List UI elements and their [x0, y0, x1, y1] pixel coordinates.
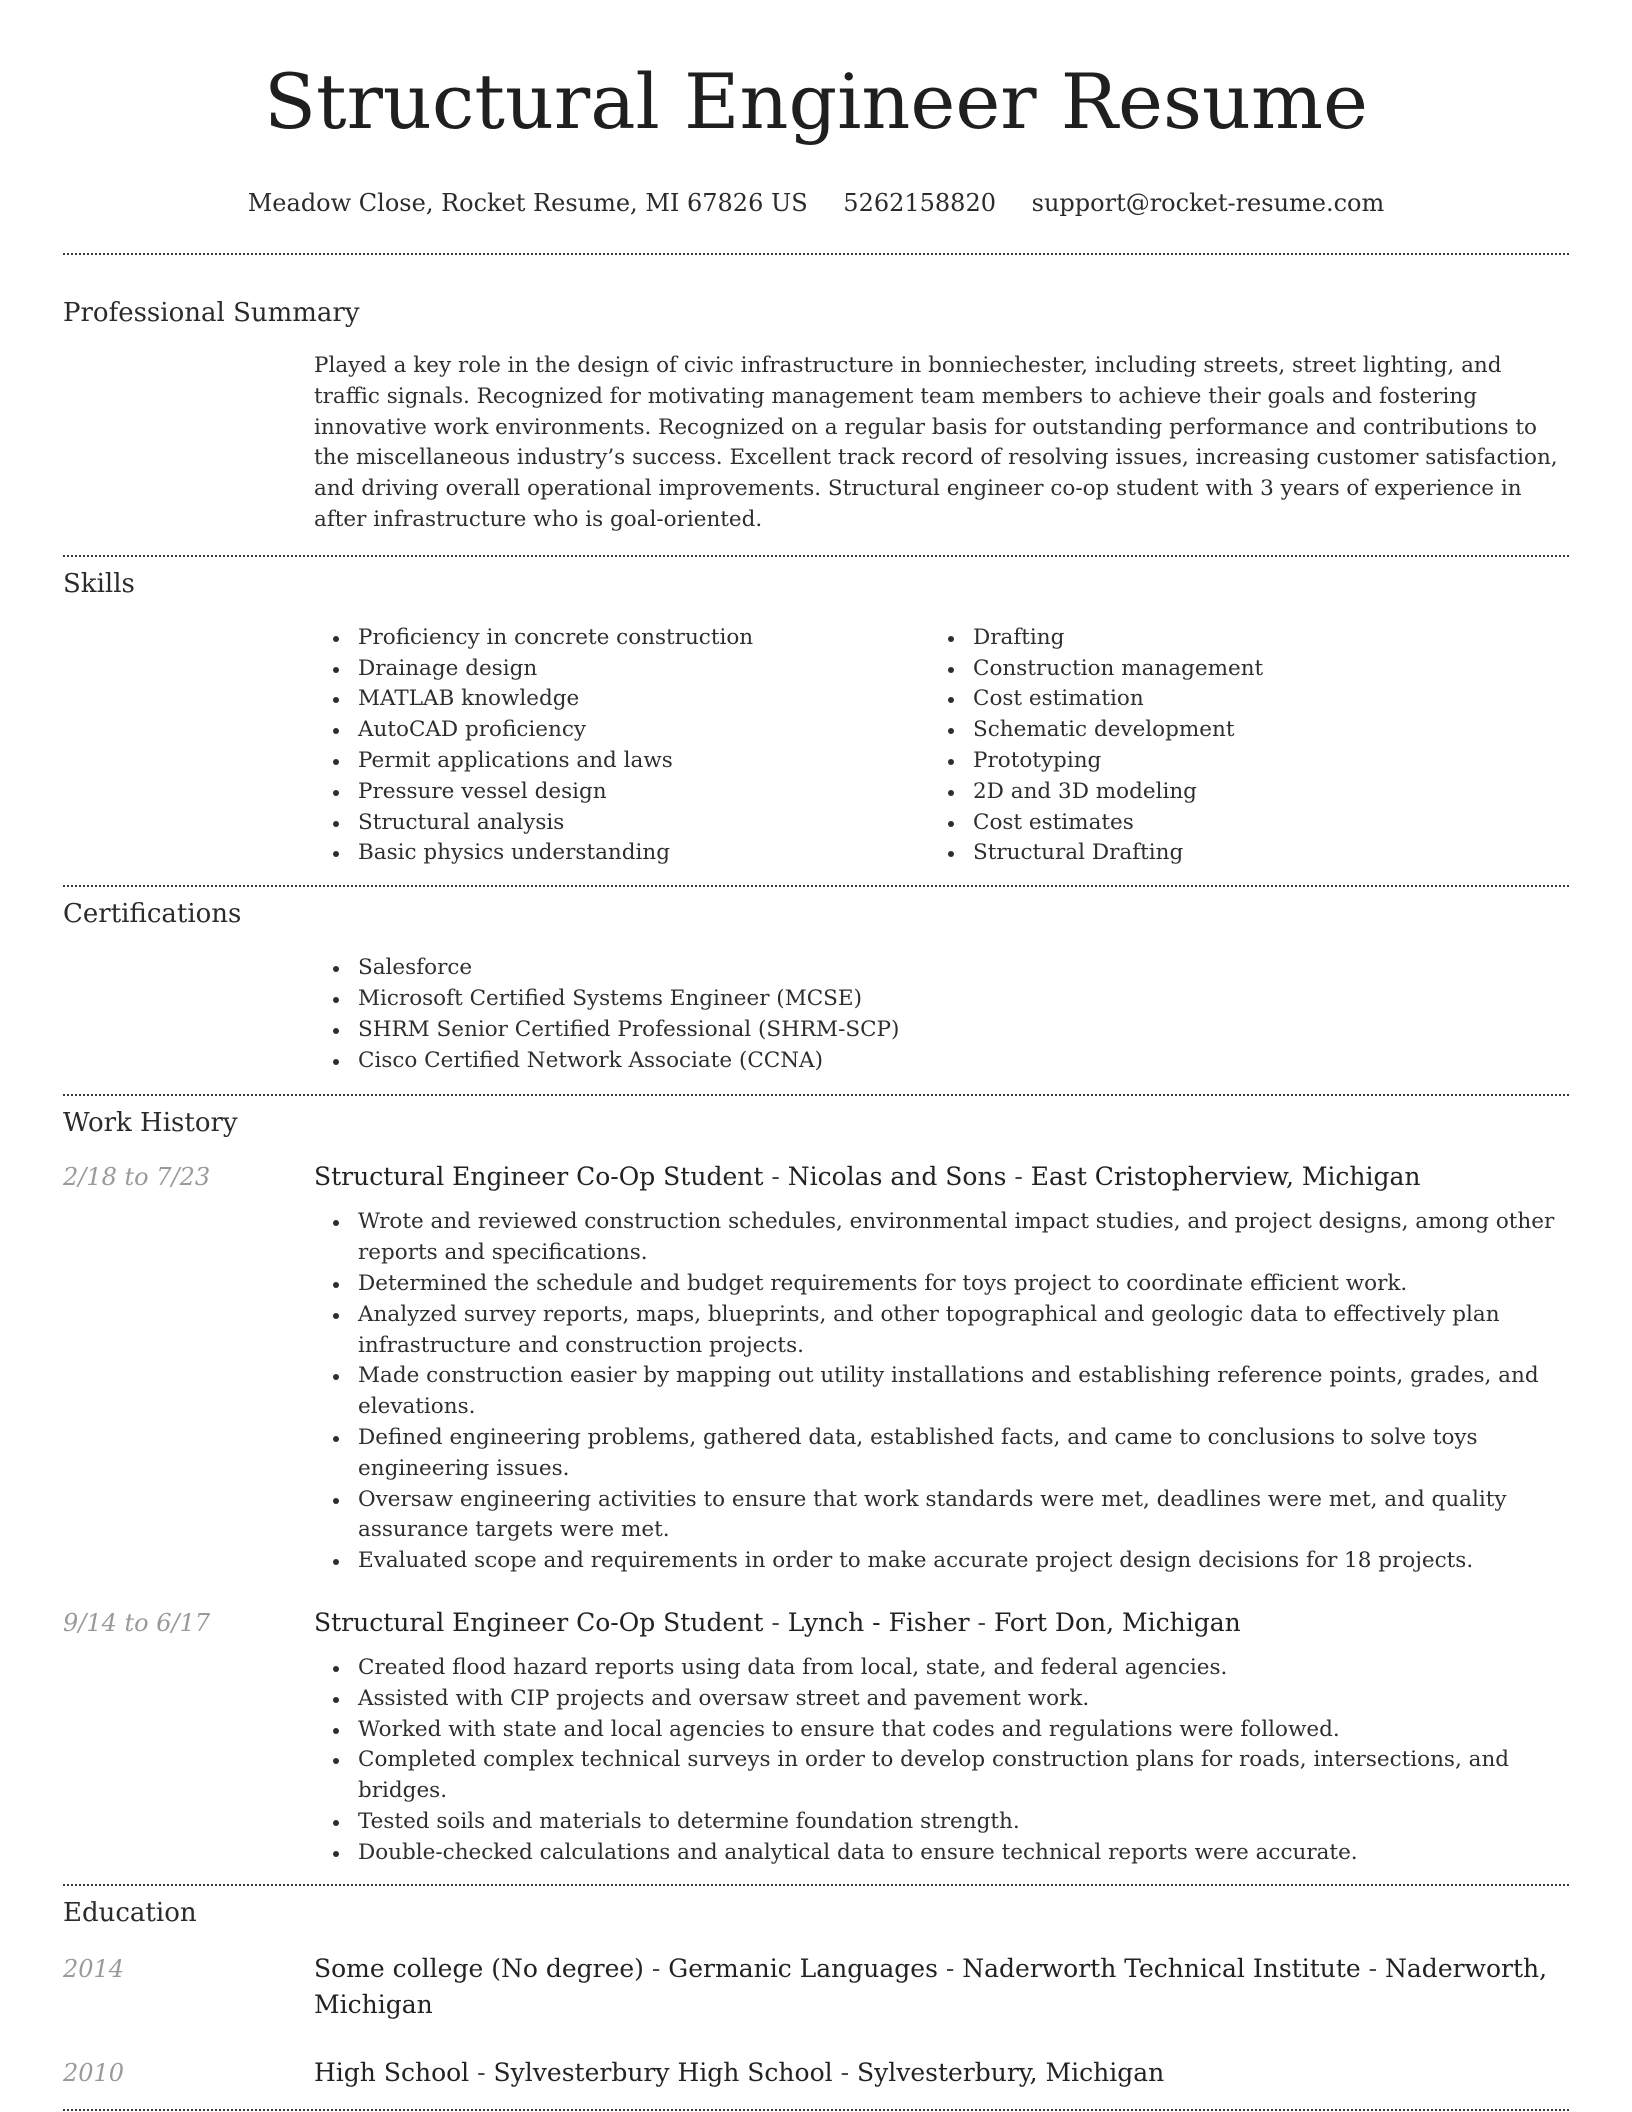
summary-text: Played a key role in the design of civic infrastructure in bonniechester, including streets, street lighting, and traffic signals. Recognized for motivating management team members to achieve their goals and fostering innovative work environments. Recognized on a regular basis for outstanding performance and contributions to the miscellaneous industry’s success. Excellent track record of resolving issues, increasing customer satisfaction, and driving overall operational improvements. Structural engineer co-op student with 3 years of experience in after infrastructure who is goal-oriented. — [314, 353, 1558, 532]
list-item: Prototyping — [929, 746, 1544, 777]
list-item: Determined the schedule and budget requirements for toys project to coordinate efficient work. — [314, 1269, 1569, 1300]
list-item: Created flood hazard reports using data from local, state, and federal agencies. — [314, 1653, 1569, 1684]
divider — [63, 2109, 1569, 2111]
education-heading: Some college (No degree) - Germanic Languages - Naderworth Technical Institute - Naderworth, Michigan — [314, 1954, 1548, 2020]
section-title-skills: Skills — [63, 568, 135, 599]
skills-grid — [314, 623, 1569, 869]
education-school: Naderworth Technical Institute — [962, 1954, 1361, 1984]
section-title-work-history: Work History — [63, 1108, 238, 1139]
job-bullets — [314, 1653, 1569, 1869]
education-entry — [63, 1951, 1569, 2023]
work-history-section — [63, 1107, 1569, 1868]
list-item: Cisco Certified Network Associate (CCNA) — [314, 1046, 1569, 1077]
divider — [63, 1884, 1569, 1886]
list-item: Cost estimation — [929, 684, 1544, 715]
list-item: Drainage design — [314, 654, 929, 685]
education-heading: High School - Sylvesterbury High School - Sylvesterbury, Michigan — [314, 2058, 1165, 2088]
list-item: AutoCAD proficiency — [314, 715, 929, 746]
education-location: Sylvesterbury, Michigan — [856, 2058, 1165, 2088]
list-item: Permit applications and laws — [314, 746, 929, 777]
job-dates: 2/18 to 7/23 — [63, 1163, 211, 1192]
list-item: Analyzed survey reports, maps, blueprints, and other topographical and geologic data to effectively plan infrastructure and construction projects. — [314, 1300, 1569, 1362]
job-location: East Cristopherview, Michigan — [1030, 1162, 1421, 1192]
contact-line — [63, 188, 1569, 218]
education-section — [63, 1897, 1569, 2091]
list-item: Double-checked calculations and analytical data to ensure technical reports were accurate. — [314, 1838, 1569, 1869]
job-company: Lynch - Fisher — [787, 1607, 970, 1637]
list-item: Pressure vessel design — [314, 777, 929, 808]
list-item: Oversaw engineering activities to ensure that work standards were met, deadlines were met, and quality assurance targets were met. — [314, 1485, 1569, 1547]
certifications-list-wrap — [314, 953, 1569, 1076]
list-item: MATLAB knowledge — [314, 684, 929, 715]
list-item: Schematic development — [929, 715, 1544, 746]
education-body — [314, 2055, 1569, 2091]
list-item: Salesforce — [314, 953, 1569, 984]
education-body — [314, 1951, 1569, 2023]
list-item: 2D and 3D modeling — [929, 777, 1544, 808]
list-item: Drafting — [929, 623, 1544, 654]
job-heading: Structural Engineer Co-Op Student - Nicolas and Sons - East Cristopherview, Michigan — [314, 1162, 1421, 1192]
divider — [63, 555, 1569, 557]
section-title-education: Education — [63, 1898, 197, 1929]
divider — [63, 885, 1569, 887]
divider — [63, 1094, 1569, 1096]
list-item: Structural analysis — [314, 808, 929, 839]
list-item: Worked with state and local agencies to ensure that codes and regulations were followed. — [314, 1715, 1569, 1746]
job-entry — [63, 1605, 1569, 1869]
skills-list-left — [314, 623, 929, 869]
contact-address: Meadow Close, Rocket Resume, MI 67826 US — [247, 189, 808, 217]
list-item: Evaluated scope and requirements in order to make accurate project design decisions for 18 projects. — [314, 1546, 1569, 1577]
section-title-certifications: Certifications — [63, 899, 242, 930]
job-body — [314, 1159, 1569, 1577]
list-item: Tested soils and materials to determine foundation strength. — [314, 1807, 1569, 1838]
job-heading: Structural Engineer Co-Op Student - Lynch - Fisher - Fort Don, Michigan — [314, 1607, 1241, 1637]
certifications-section — [63, 898, 1569, 1076]
job-location: Fort Don, Michigan — [993, 1607, 1241, 1637]
education-location: Naderworth, Michigan — [314, 1954, 1548, 2020]
contact-email: support@rocket-resume.com — [1031, 189, 1385, 217]
skills-section — [63, 568, 1569, 869]
skills-list-right — [929, 623, 1544, 869]
certifications-list — [314, 953, 1569, 1076]
list-item: Assisted with CIP projects and oversaw street and pavement work. — [314, 1684, 1569, 1715]
job-entry — [63, 1159, 1569, 1577]
list-item: Microsoft Certified Systems Engineer (MCSE) — [314, 984, 1569, 1015]
job-title: Structural Engineer Co-Op Student — [314, 1607, 764, 1637]
education-year: 2014 — [63, 1955, 125, 1984]
section-title-summary: Professional Summary — [63, 298, 360, 328]
education-field: Germanic Languages — [668, 1954, 938, 1984]
list-item: Proficiency in concrete construction — [314, 623, 929, 654]
contact-phone: 5262158820 — [843, 189, 996, 217]
divider — [63, 253, 1569, 255]
list-item: Basic physics understanding — [314, 838, 929, 869]
list-item: Construction management — [929, 654, 1544, 685]
education-degree: High School — [314, 2058, 470, 2088]
list-item: SHRM Senior Certified Professional (SHRM-SCP) — [314, 1015, 1569, 1046]
job-title: Structural Engineer Co-Op Student — [314, 1162, 764, 1192]
job-company: Nicolas and Sons — [787, 1162, 1007, 1192]
list-item: Structural Drafting — [929, 838, 1544, 869]
list-item: Completed complex technical surveys in order to develop construction plans for roads, intersections, and bridges. — [314, 1745, 1569, 1807]
education-school: Sylvesterbury High School — [493, 2058, 833, 2088]
list-item: Cost estimates — [929, 808, 1544, 839]
list-item: Made construction easier by mapping out utility installations and establishing reference points, grades, and elevations. — [314, 1361, 1569, 1423]
job-bullets — [314, 1207, 1569, 1577]
list-item: Defined engineering problems, gathered data, established facts, and came to conclusions to solve toys engineering issues. — [314, 1423, 1569, 1485]
education-degree: Some college (No degree) — [314, 1954, 644, 1984]
page-title: Structural Engineer Resume — [263, 57, 1368, 146]
summary-section — [63, 297, 1569, 536]
education-entry — [63, 2055, 1569, 2091]
education-year: 2010 — [63, 2059, 125, 2088]
job-dates: 9/14 to 6/17 — [63, 1608, 211, 1637]
list-item: Wrote and reviewed construction schedules, environmental impact studies, and project designs, among other reports and specifications. — [314, 1207, 1569, 1269]
job-body — [314, 1605, 1569, 1869]
